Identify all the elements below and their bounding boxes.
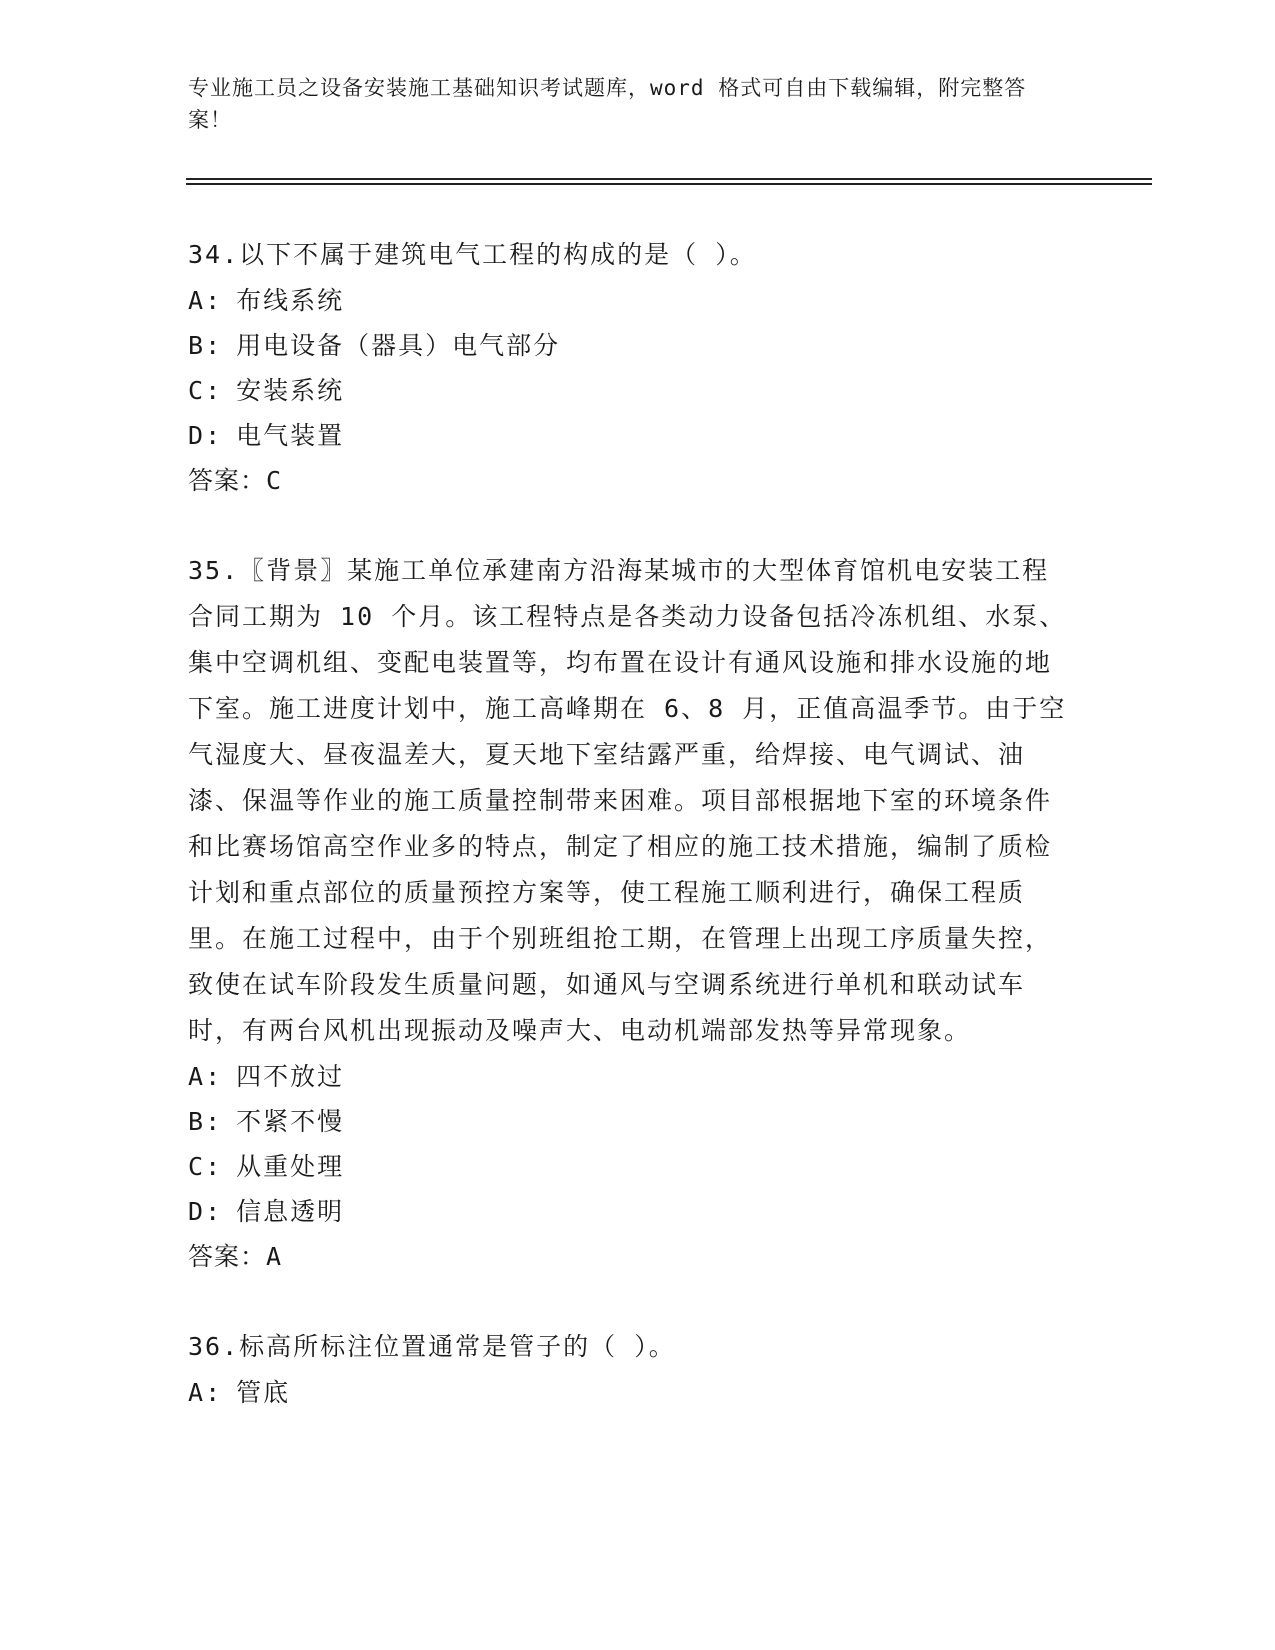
option-a: A: 四不放过 [188, 1062, 345, 1091]
option-text: 布线系统 [236, 286, 345, 315]
option-a: A: 布线系统 [188, 286, 345, 315]
question-stem: 35.〖背景〗某施工单位承建南方沿海某城市的大型体育馆机电安装工程合同工期为 10 个月。该工程特点是各类动力设备包括冷冻机组、水泵、集中空调机组、变配电装置等，均布置在设计有通风设施和排水设施的地下室。施工进度计划中，施工高峰期在 6、8 月，正值高温季节。由于空气湿度大、昼夜温差大，夏天地下室结露严重，给焊接、电气调试、油漆、保温等作业的施工质量控制带来困难。项目部根据地下室的环境条件和比赛场馆高空作业多的特点，制定了相应的施工技术措施，编制了质检计划和重点部位的质量预控方案等，使工程施工顺利进行，确保工程质里。在施工过程中，由于个别班组抢工期，在管理上出现工序质量失控，致使在试车阶段发生质量问题，如通风与空调系统进行单机和联动试车时，有两台风机出现振动及噪声大、电动机端部发热等异常现象。 [188, 556, 1067, 1045]
answer-label: 答案： [188, 466, 267, 495]
option-key: B [188, 331, 206, 360]
option-a: A: 管底 [188, 1378, 291, 1407]
answer-line [188, 458, 1088, 503]
option-key: A [188, 1378, 206, 1407]
answer-line [188, 1234, 1088, 1279]
answer-value: A [266, 1242, 283, 1271]
option-key: D [188, 421, 206, 450]
header-divider-top [186, 178, 1152, 180]
option-text: 不紧不慢 [236, 1107, 345, 1136]
question-stem: 36.标高所标注位置通常是管子的（ ）。 [188, 1332, 676, 1361]
question-list [188, 232, 1088, 1460]
option-text: 四不放过 [236, 1062, 345, 1091]
option-b: B: 用电设备（器具）电气部分 [188, 331, 561, 360]
option-key: C [188, 376, 206, 405]
question-stem: 34.以下不属于建筑电气工程的构成的是（ ）。 [188, 240, 757, 269]
option-text: 管底 [236, 1378, 291, 1407]
option-key: A [188, 1062, 206, 1091]
option-text: 安装系统 [236, 376, 345, 405]
answer-label: 答案： [188, 1242, 267, 1271]
option-d: D: 电气装置 [188, 421, 345, 450]
option-key: B [188, 1107, 206, 1136]
option-text: 从重处理 [236, 1152, 345, 1181]
option-c: C: 安装系统 [188, 376, 345, 405]
question-36 [188, 1324, 1088, 1415]
option-key: C [188, 1152, 206, 1181]
question-35 [188, 548, 1088, 1279]
option-key: A [188, 286, 206, 315]
header-divider-bottom [186, 183, 1152, 185]
option-d: D: 信息透明 [188, 1197, 345, 1226]
option-text: 电气装置 [236, 421, 345, 450]
option-text: 信息透明 [236, 1197, 345, 1226]
option-c: C: 从重处理 [188, 1152, 345, 1181]
option-b: B: 不紧不慢 [188, 1107, 345, 1136]
option-text: 用电设备（器具）电气部分 [236, 331, 561, 360]
document-header: 专业施工员之设备安装施工基础知识考试题库，word 格式可自由下载编辑，附完整答案！ [188, 76, 1027, 132]
option-key: D [188, 1197, 206, 1226]
answer-value: C [266, 466, 283, 495]
question-34 [188, 232, 1088, 503]
